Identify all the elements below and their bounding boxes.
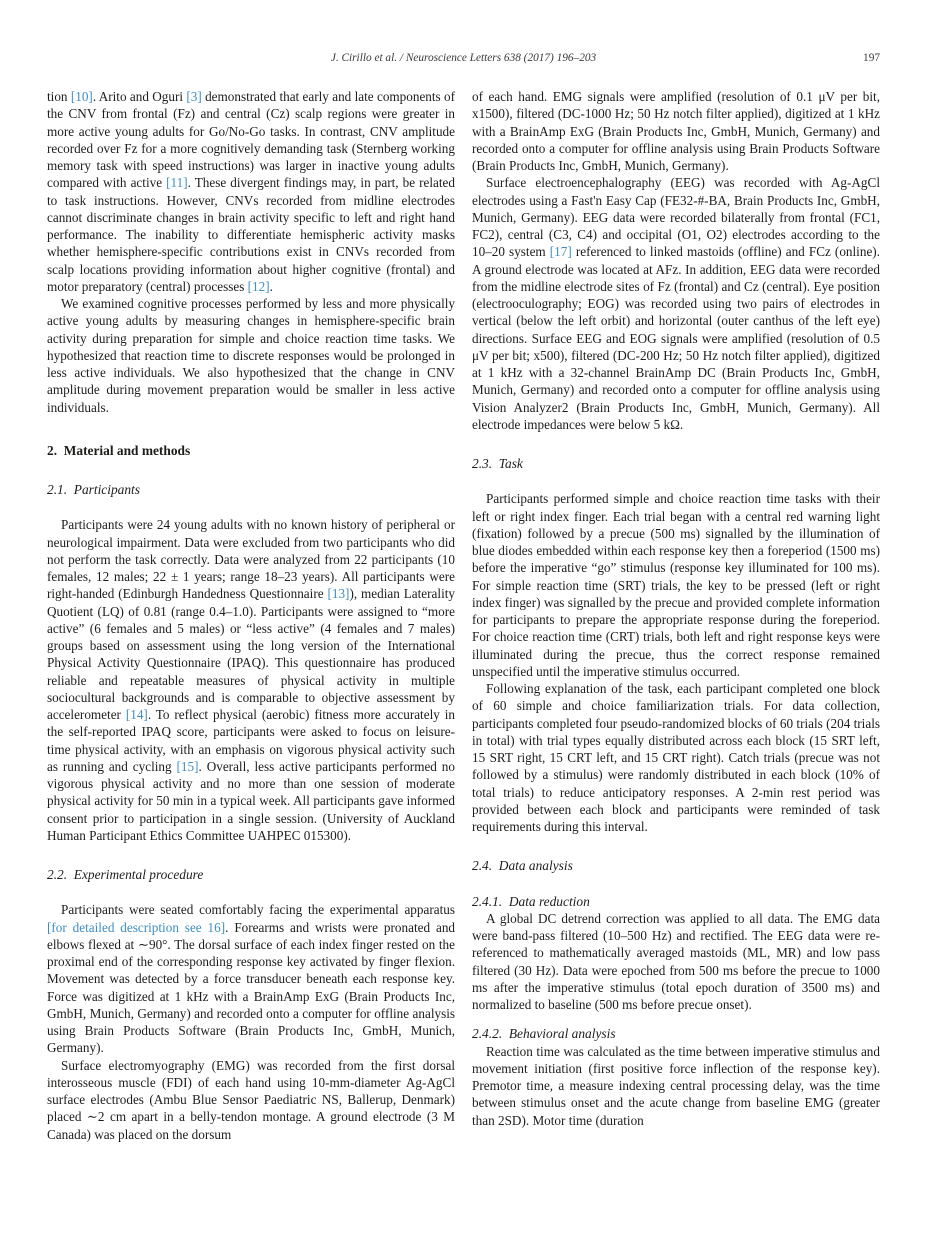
paragraph: [472, 1043, 880, 1129]
text-run: Following explanation of the task, each participant completed one block of 60 simple and choice familiarization trials. For data collection, participants completed four pseudo-randomized blocks of 60 trials (204 trials in total) with trial types equally distributed across each block (15 SRT left, 15 SRT right, 15 CRT left, and 15 CRT right). Catch trials (precue was not followed by a stimulus) were randomly distributed in each block (10% of total trials) to reduce anticipatory responses. A 2-min rest period was provided between each block and participants were reminded of task requirements during this interval.: [472, 681, 880, 834]
text-run: 2.4. Data analysis: [472, 858, 573, 874]
paragraph: [47, 901, 455, 1056]
running-head: [47, 52, 880, 66]
text-run: . These divergent findings may, in part, be related to task instructions. However, CNVs recorded from midline electrodes cannot discriminate changes in brain activity specific to left and right hand performance. The inability to differentiate hemispheric activity masks whether hemisphere-specific contributions exist in CNVs recorded from scalp locations providing information about higher cognitive (frontal) and motor preparatory (central) processes: [47, 175, 455, 294]
citation-link[interactable]: [13]: [327, 586, 350, 602]
citation-link[interactable]: [11]: [166, 175, 188, 191]
subsubsection-heading: [472, 1025, 880, 1042]
text-run: of each hand. EMG signals were amplified (resolution of 0.1 μV per bit, x1500), filtered (DC-1000 Hz; 50 Hz notch filter applied), digitized at 1 kHz with a BrainAmp ExG (Brain Products Inc, GmbH, Munich, Germany) and recorded onto a computer for offline analysis using Brain Products Software (Brain Products Inc, GmbH, Munich, Germany).: [472, 89, 880, 173]
text-run: . Overall, less active participants performed no vigorous physical activity and no more than one session of moderate physical activity for 50 min in a typical week. All participants gave informed consent prior to participation in a single session. (University of Auckland Human Participant Ethics Committee UAHPEC 015300).: [47, 758, 455, 843]
citation-link[interactable]: [15]: [176, 758, 199, 774]
text-run: 2.4.2. Behavioral analysis: [472, 1026, 616, 1042]
citation-link[interactable]: [10]: [70, 89, 93, 104]
citation-link[interactable]: [12]: [247, 278, 270, 294]
text-run: Surface electromyography (EMG) was recorded from the first dorsal interosseous muscle (FDI) of each hand using 10-mm-diameter Ag-AgCl surface electrodes (Ambu Blue Sensor Paediatric NS, Ballerup, Denmark) placed ∼2 cm apart in a belly-tendon montage. A ground electrode (3 M Canada) was placed on the dorsum: [47, 1057, 455, 1142]
text-run: 2.3. Task: [472, 456, 523, 471]
page-number: 197: [863, 52, 880, 64]
subsection-heading: [47, 866, 455, 883]
subsection-heading: [472, 857, 880, 874]
paragraph: [47, 516, 455, 844]
section-heading: [47, 442, 455, 459]
text-run: 2.1. Participants: [47, 482, 140, 497]
paragraph: [472, 174, 880, 433]
paragraph: [47, 1057, 455, 1143]
citation-link[interactable]: [3]: [186, 89, 202, 104]
text-run: . To reflect physical (aerobic) fitness more accurately in the self-reported IPAQ score, participants were asked to focus on leisure-time physical activity, with an emphasis on vigorous physical activity such as running and cycling: [47, 707, 455, 774]
citation-link[interactable]: [for detailed description see 16]: [47, 919, 226, 935]
citation-link[interactable]: [14]: [125, 707, 148, 722]
subsection-heading: [472, 455, 880, 472]
text-run: A global DC detrend correction was applied to all data. The EMG data were band-pass filtered (10–500 Hz) and rectified. The EEG data were re-referenced to mathematically averaged mastoids (ML, MR) and low pass filtered (30 Hz). Data were epoched from 500 ms before the precue to 1000 ms after the imperative stimulus (total epoch duration of 3500 ms) and normalized to baseline (500 ms before precue onset).: [472, 910, 880, 1012]
text-run: Participants were 24 young adults with no known history of peripheral or neurological impairment. Data were excluded from two participants who did not perform the task correctly. Data were analyzed from 22 participants (10 females, 12 males; 22 ± 1 years; range 18–23 years). All participants were right-handed (Edinburgh Handedness Questionnaire: [47, 517, 455, 602]
paragraph: [472, 88, 880, 174]
text-run: referenced to linked mastoids (offline) and FCz (online). A ground electrode was located at AFz. In addition, EEG data were recorded from the midline electrode sites of Fz (frontal) and Cz (central). Eye position (electrooculography; EOG) was recorded using two pairs of electrodes in vertical (below the left orbit) and horizontal (outer canthus of the left eye) directions. Surface EEG and EOG signals were amplified (resolution of 0.5 μV per bit; x500), filtered (DC-200 Hz; 50 Hz notch filter applied), digitized at 1 kHz with a 32-channel BrainAmp DC (Brain Products Inc, GmbH, Munich, Germany) and recorded onto a computer for offline analysis using Vision Analyzer2 (Brain Products Inc, GmbH, Munich, Germany). All electrode impedances were below 5 kΩ.: [472, 244, 880, 432]
paragraph: [472, 490, 880, 680]
article-body: [47, 88, 880, 1143]
subsection-heading: [47, 481, 455, 498]
text-run: Participants were seated comfortably facing the experimental apparatus: [61, 902, 455, 918]
text-run: .: [269, 278, 273, 294]
text-run: . Forearms and wrists were pronated and elbows flexed at ∼90°. The dorsal surface of each index finger rested on the proximal end of the corresponding response key activated by finger flexion. Movement was detected by a force transducer beneath each response key. Force was digitized at 1 kHz with a BrainAmp ExG (Brain Products Inc, GmbH, Munich, Germany) and recorded onto a computer for offline analysis using Brain Products Software (Brain Products Inc, GmbH, Munich, Germany).: [47, 919, 456, 1056]
text-run: ), median Laterality Quotient (LQ) of 0.81 (range 0.4–1.0). Participants were assigned to “more active” (6 females and 5 males) or “less active” (4 females and 7 males) groups based on assessment using the long version of the International Physical Activity Questionnaire (IPAQ). This questionnaire has produced reliable and repeatable measures of physical activity in multiple sociocultural backgrounds and is comparable to objective assessment by accelerometer: [47, 586, 455, 722]
text-run: 2. Material and methods: [47, 442, 191, 458]
text-run: tion: [47, 89, 71, 104]
text-run: We examined cognitive processes performed by less and more physically active young adults by measuring changes in hemisphere-specific brain activity during preparation for simple and choice reaction time tasks. We hypothesized that reaction time to discrete responses would be prolonged in less active individuals. We also hypothesized that the change in CNV amplitude during movement preparation would be smaller in less active individuals.: [47, 296, 455, 415]
journal-reference: J. Cirillo et al. / Neuroscience Letters 638 (2017) 196–203: [330, 52, 597, 64]
text-run: Participants performed simple and choice reaction time tasks with their left or right index finger. Each trial began with a central red warning light (fixation) followed by a precue (500 ms) signalled by the illumination of blue diodes embedded within each response key then a foreperiod (1500 ms) before the imperative “go” stimulus (response key illuminated for 100 ms). For simple reaction time (SRT) trials, the key to be pressed (left or right index finger) was signalled by the precue and provided complete information for participants to prepare the appropriate response during the foreperiod. For choice reaction time (CRT) trials, both left and right response keys were illuminated during the precue, thus the correct response remained unspecified until the imperative stimulus occurred.: [472, 491, 880, 679]
paragraph: [472, 910, 880, 1014]
right-column: [472, 88, 880, 1143]
text-run: 2.2. Experimental procedure: [47, 867, 204, 882]
paragraph: [472, 680, 880, 835]
paragraph: [47, 295, 455, 416]
text-run: Surface electroencephalography (EEG) was recorded with Ag-AgCl electrodes using a Fast'n Easy Cap (FE32-#-BA, Brain Products Inc, GmbH, Munich, Germany). EEG data were recorded bilaterally from frontal (FC1, FC2), central (C3, C4) and occipital (O1, O2) electrodes according to the 10–20 system: [472, 175, 880, 260]
text-run: demonstrated that early and late components of the CNV from frontal (Fz) and central (Cz) scalp regions were greater in more active young adults for Go/No-Go tasks. In contrast, CNV amplitude recorded over Fz for a more cognitively demanding task (Sternberg working memory task with speed instructions) was larger in inactive young adults compared with active: [47, 89, 456, 191]
left-column: [47, 88, 455, 1143]
text-run: 2.4.1. Data reduction: [472, 893, 590, 909]
text-run: . Arito and Oguri: [92, 89, 187, 104]
text-run: Reaction time was calculated as the time between imperative stimulus and movement initiation (first positive force inflection of the response key). Premotor time, a measure indexing central processing delay, was the time between stimulus onset and the acute change from baseline EMG (greater than 2SD). Motor time (duration: [472, 1043, 880, 1128]
citation-link[interactable]: [17]: [549, 244, 572, 260]
paragraph: [47, 88, 455, 295]
subsubsection-heading: [472, 893, 880, 910]
